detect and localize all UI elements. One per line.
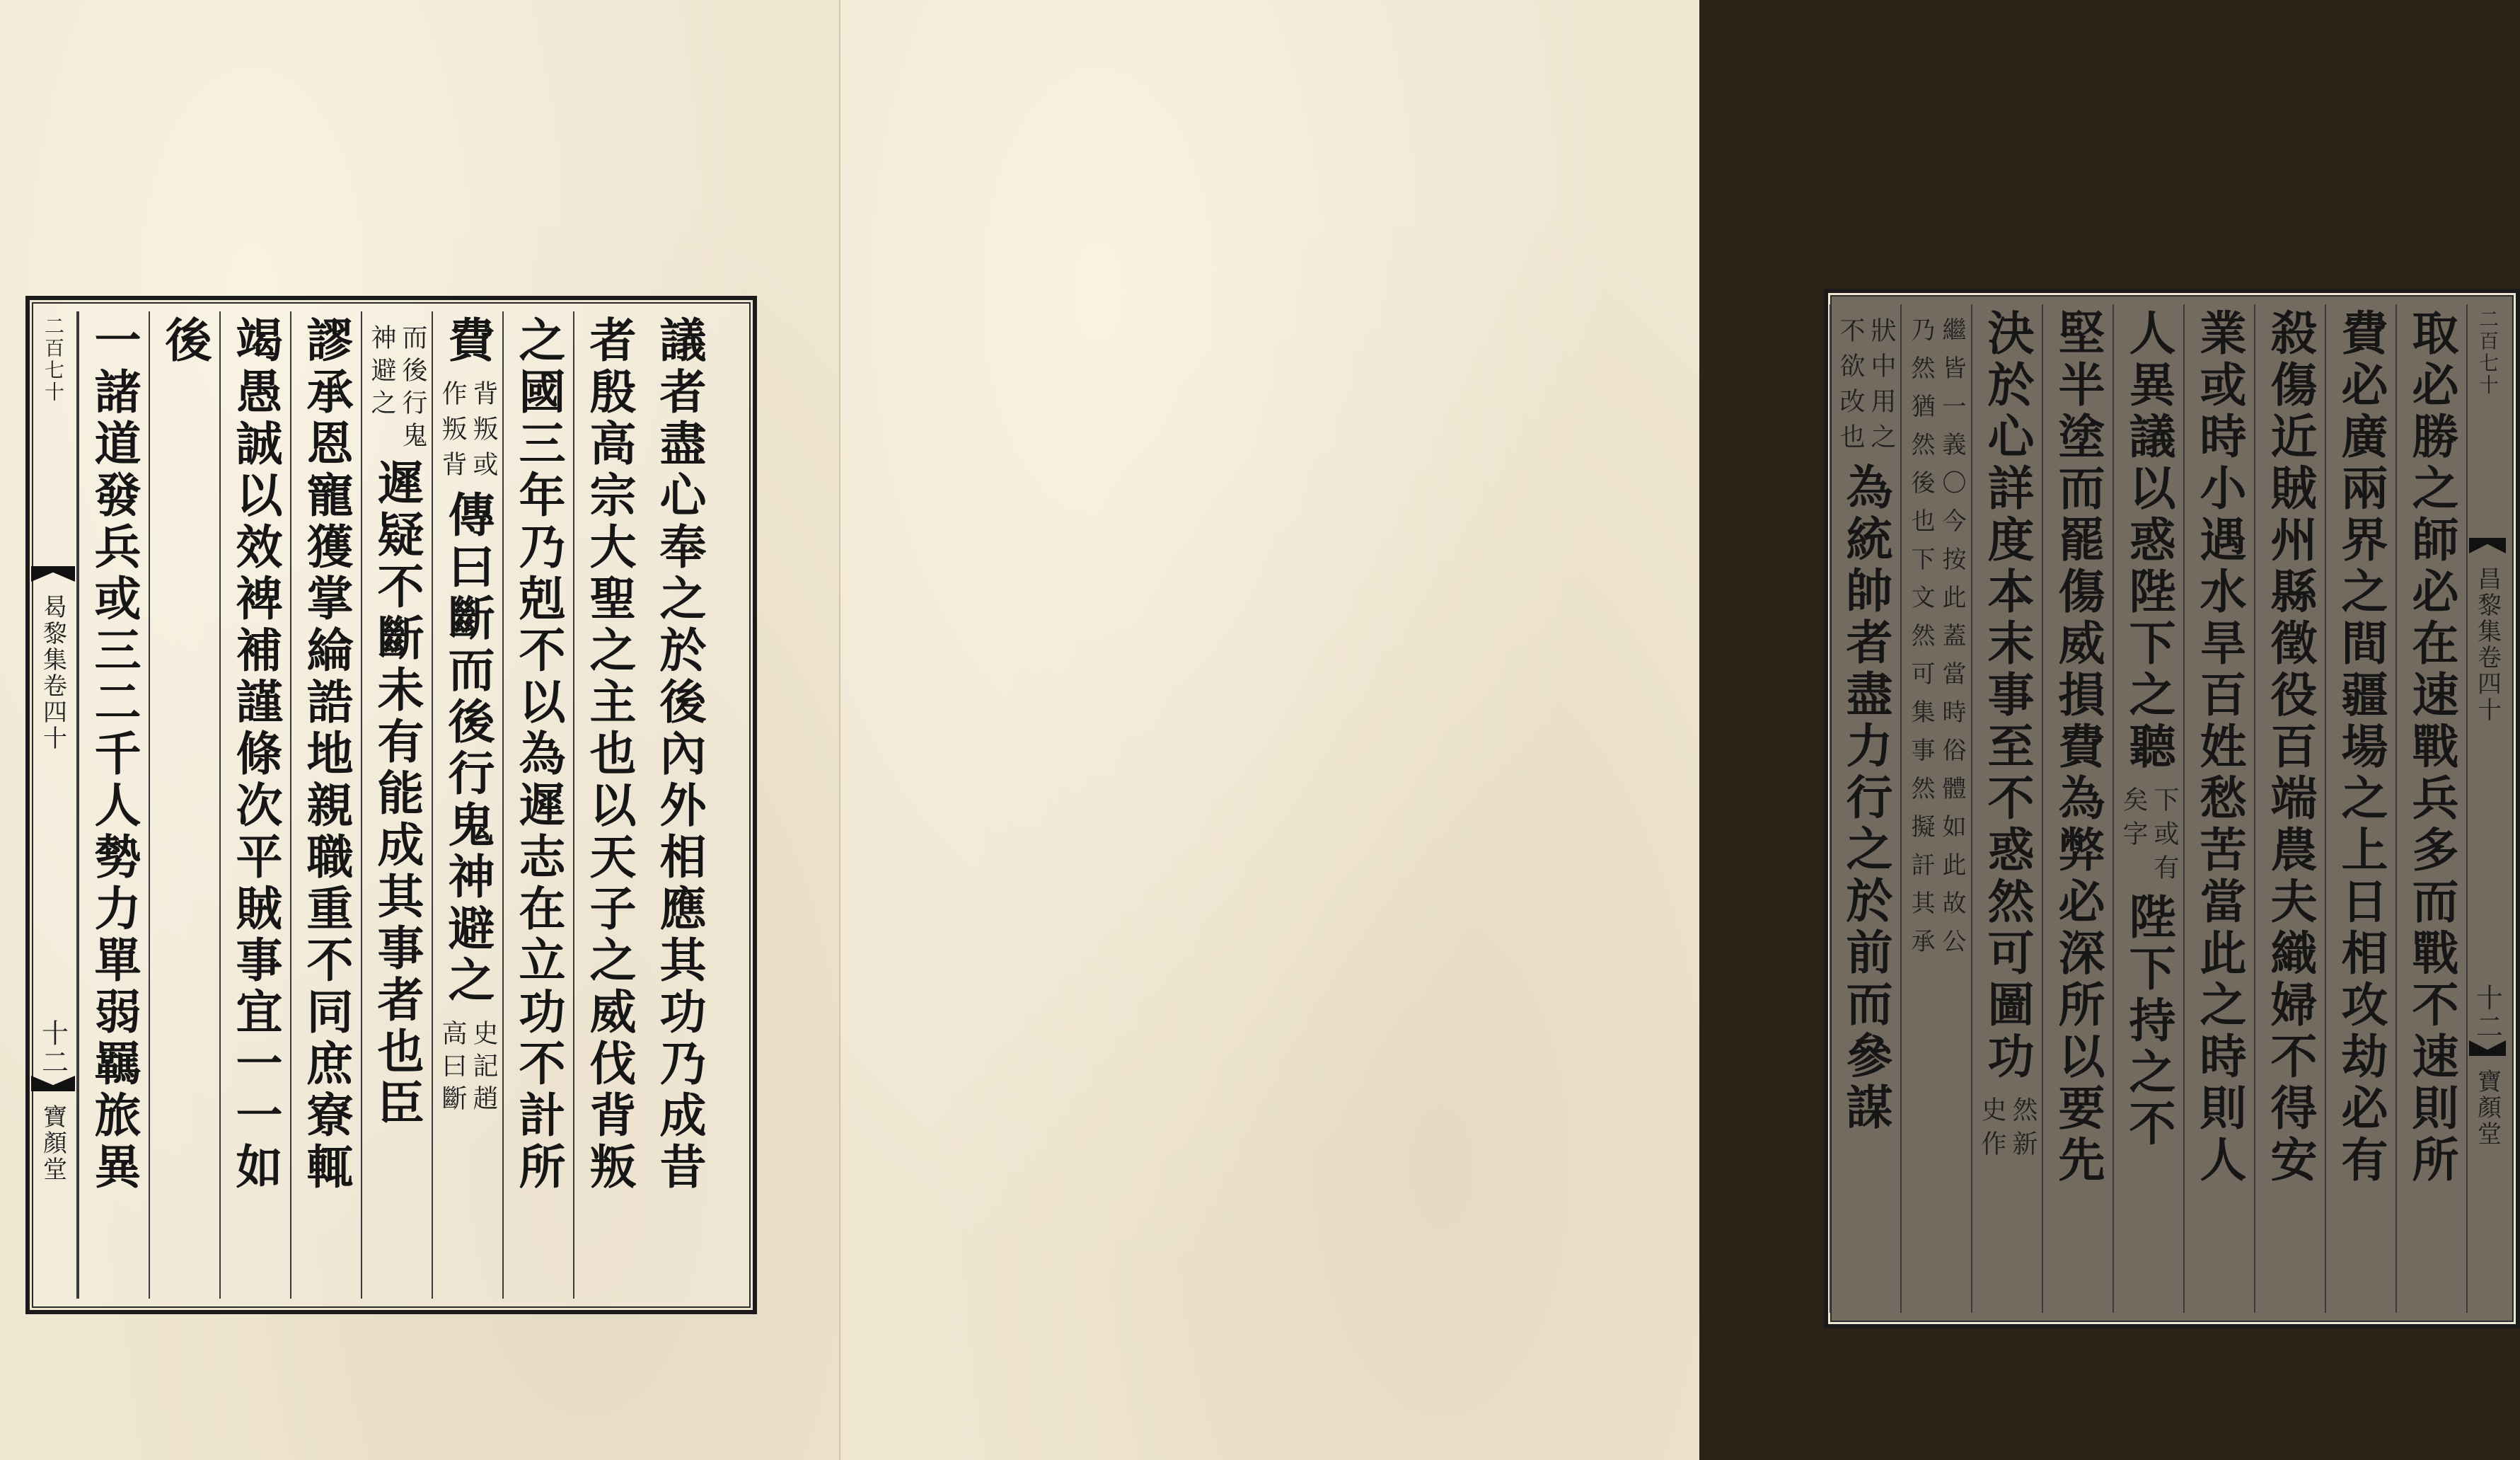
left-column-4 xyxy=(432,311,502,1299)
right-column-4 xyxy=(2183,304,2254,1313)
column-text: 議者盡心奉之於後內外相應其功乃成昔 xyxy=(652,316,707,1194)
annotation-line: 不欲改也 xyxy=(1836,317,1865,459)
right-column-6 xyxy=(2042,304,2112,1313)
annotation-pair xyxy=(1834,304,1897,459)
right-page xyxy=(839,0,2503,1460)
left-page xyxy=(0,0,840,1460)
right-fold-margin xyxy=(2466,304,2507,1313)
fish-tail-mark-upper xyxy=(2469,538,2506,553)
right-column-8 xyxy=(1900,304,1971,1313)
right-column-3 xyxy=(2254,304,2325,1313)
column-text: 謬承恩寵獲掌綸誥地親職重不同庶寮輒 xyxy=(299,316,354,1194)
annotation-pair xyxy=(1976,1083,2038,1164)
column-head: 決於心詳度本末事至不惑然可圖功 xyxy=(1979,309,2035,1083)
left-page-frame xyxy=(25,296,757,1314)
fold-top-text: 二百七十 xyxy=(2476,309,2499,396)
annotation-line: 矣字 xyxy=(2119,786,2148,854)
fold-hall-name: 寶顏堂 xyxy=(38,1104,67,1183)
column-text: 後 xyxy=(157,316,212,367)
annotation-line: 乃然猶然後也下文然可集事然擬訐其承 xyxy=(1907,317,1935,967)
left-column-5 xyxy=(361,311,432,1299)
fold-folio-number: 十二 xyxy=(37,1019,69,1077)
column-head: 人異議以惑陛下之聽 xyxy=(2121,309,2176,774)
annotation-line: 下或有 xyxy=(2150,786,2179,888)
column-text: 之國三年乃剋不以為遲志在立功不計所 xyxy=(511,316,566,1194)
fish-tail-mark-upper xyxy=(31,566,75,582)
annotation-line: 史作 xyxy=(1977,1096,2006,1164)
column-text: 者殷高宗大聖之主也以天子之威伐背叛 xyxy=(582,316,637,1194)
right-page-frame xyxy=(1824,289,2520,1328)
column-tail: 陛下持之不 xyxy=(2121,892,2176,1151)
annotation-line: 狀中用之 xyxy=(1867,317,1896,459)
annotation-line: 繼皆一義〇今按此蓋當時俗體如此故公 xyxy=(1938,317,1966,967)
column-tail: 傳曰斷而後行鬼神避之 xyxy=(440,490,495,1007)
fish-tail-mark-lower xyxy=(31,1076,75,1091)
annotation-pair xyxy=(366,311,428,454)
left-column-2 xyxy=(573,311,644,1299)
column-text: 殺傷近賊州縣徵役百端農夫織婦不得安 xyxy=(2262,309,2318,1187)
annotation-pair xyxy=(1905,304,1967,967)
column-text: 業或時小遇水旱百姓愁苦當此之時則人 xyxy=(2192,309,2247,1187)
left-column-3 xyxy=(502,311,573,1299)
annotation-pair xyxy=(437,1007,499,1117)
right-column-1 xyxy=(2395,304,2466,1313)
right-column-9 xyxy=(1830,304,1900,1313)
left-column-7 xyxy=(219,311,290,1299)
column-head: 費 xyxy=(440,316,495,367)
left-column-9 xyxy=(78,311,149,1299)
annotation-line: 史記趙 xyxy=(469,1020,498,1117)
right-column-7 xyxy=(1971,304,2042,1313)
left-fold-margin xyxy=(30,311,78,1299)
annotation-pair xyxy=(437,367,499,486)
left-column-6 xyxy=(290,311,361,1299)
column-tail: 遲疑不斷未有能成其事者也臣 xyxy=(369,459,424,1130)
column-text: 堅半塗而罷傷威損費為弊必深所以要先 xyxy=(2050,309,2105,1187)
fold-top-text: 二百七十 xyxy=(42,316,65,403)
left-column-1 xyxy=(644,311,715,1299)
column-text: 費必廣兩界之間疆場之上日相攻劫必有 xyxy=(2333,309,2388,1187)
annotation-line: 神避之 xyxy=(367,324,396,422)
annotation-line: 高曰斷 xyxy=(438,1020,467,1117)
fold-title-text: 曷黎集卷四十 xyxy=(38,594,67,752)
column-text: 竭愚誠以效裨補謹條次平賊事宜一一如 xyxy=(228,316,283,1194)
annotation-line: 作叛背 xyxy=(438,380,467,486)
fold-folio-number: 十二 xyxy=(2471,984,2503,1042)
right-column-5 xyxy=(2112,304,2183,1313)
column-tail: 為統帥者盡力行之於前而參謀 xyxy=(1838,463,1893,1134)
annotation-pair xyxy=(2117,774,2180,888)
fold-hall-name: 寶顏堂 xyxy=(2473,1069,2502,1147)
annotation-line: 然新 xyxy=(2009,1096,2038,1164)
left-column-8 xyxy=(149,311,219,1299)
annotation-line: 而後行鬼 xyxy=(398,324,427,454)
right-column-2 xyxy=(2325,304,2395,1313)
column-text: 一諸道發兵或三二千人勢力單弱羈旅異 xyxy=(86,316,141,1194)
fold-title-text: 昌黎集卷四十 xyxy=(2473,566,2502,723)
annotation-line: 背叛或 xyxy=(469,380,498,486)
fish-tail-mark-lower xyxy=(2469,1040,2506,1056)
column-text: 取必勝之師必在速戰兵多而戰不速則所 xyxy=(2404,309,2459,1187)
